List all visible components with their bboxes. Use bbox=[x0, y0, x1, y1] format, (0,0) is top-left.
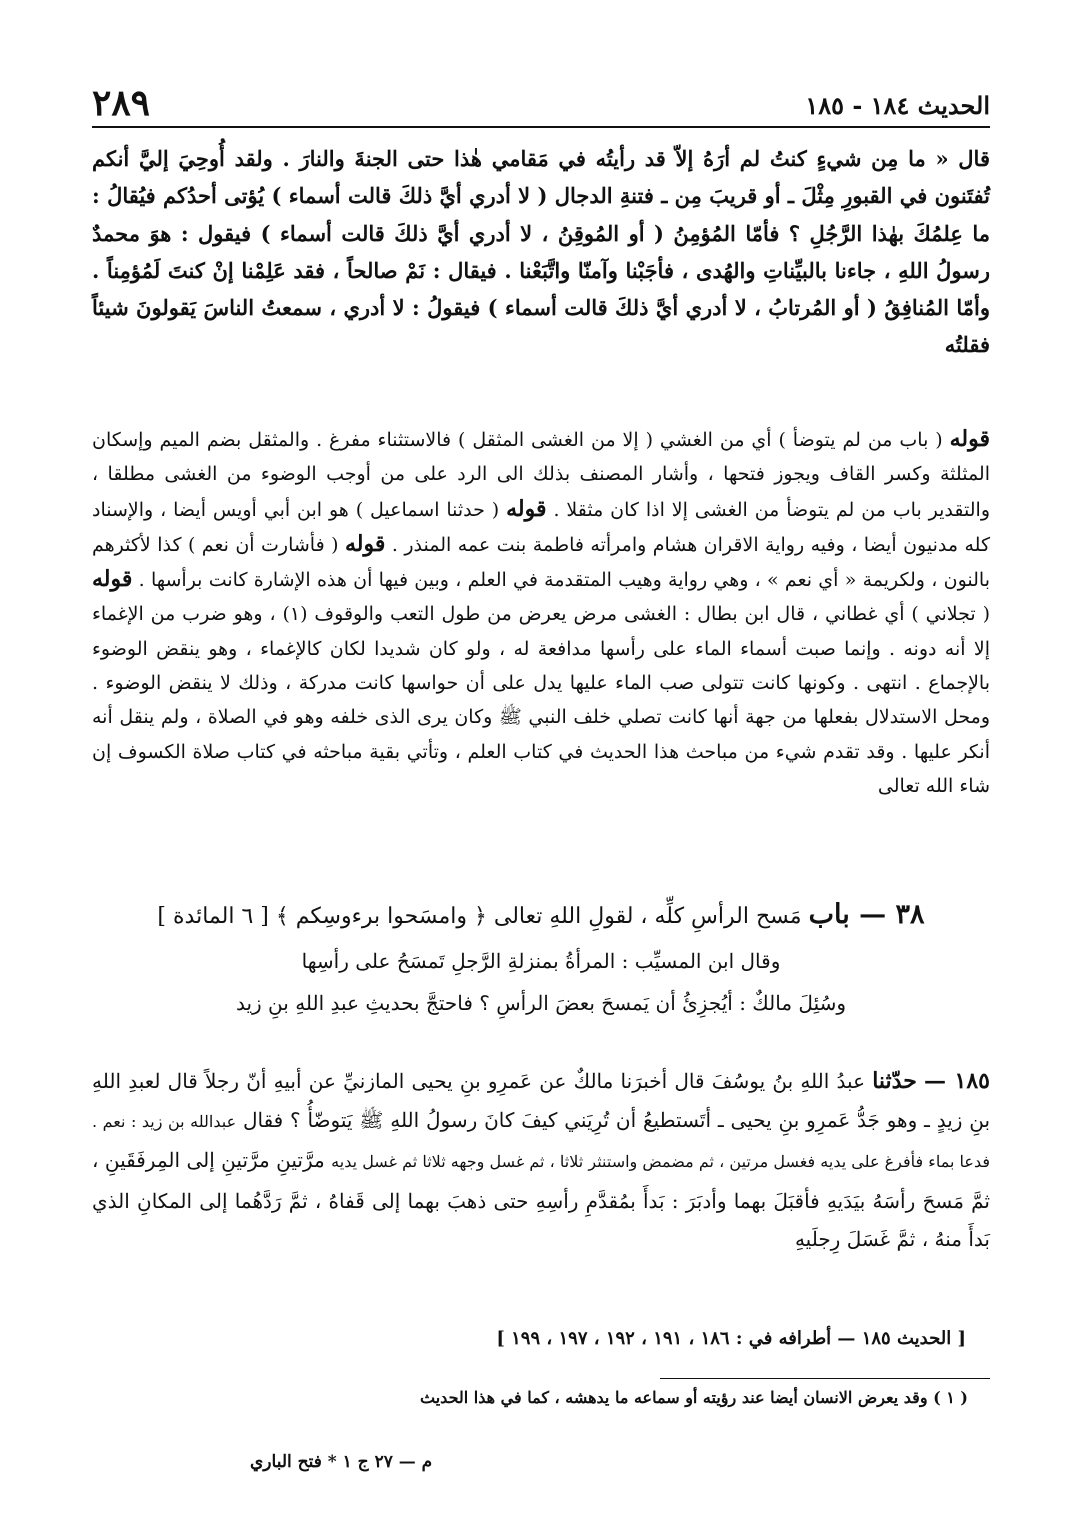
commentary-paragraph: ( باب من لم يتوضأ ) أي من الغشي ( إلا من الغشى المثقل ) فالاستثناء مفرغ . والمثقل بضم الميم وإسكان المثلثة وكسر القاف ويجوز فتحها ، وأشار المصنف بذلك الى الرد على من أوجب الوضوء من الغشى مطلقا ، والتقدير باب من لم يتوضأ من الغشى إلا اذا كان مثقلا . bbox=[92, 429, 990, 521]
page-header bbox=[92, 78, 990, 128]
commentary-paragraph: ( حدثنا اسماعيل ) هو ابن أبي أويس أيضا ، والإسناد كله مدنيون أيضا ، وفيه رواية الاقران هشام وامرأته فاطمة بنت عمه المنذر . bbox=[92, 498, 990, 556]
hadith-cross-references: [ الحديث ١٨٥ — أطرافه في : ١٨٦ ، ١٩١ ، ١٩٢ ، ١٩٧ ، ١٩٩ ] bbox=[496, 1328, 966, 1349]
running-head: الحديث ١٨٤ - ١٨٥ bbox=[805, 91, 990, 120]
qawluh-label: قوله bbox=[506, 495, 547, 522]
commentary-paragraph: ( فأشارت أن نعم ) كذا لأكثرهم بالنون ، ولكريمة « أي نعم » ، وهي رواية وهيب المتقدمة في العلم ، وبين فيها أن هذه الإشارة كانت برأسها . bbox=[92, 533, 990, 592]
commentary bbox=[92, 422, 990, 803]
chapter-note-line: وسُئِلَ مالكٌ : أيُجزِئُ أن يَمسحَ بعضَ الرأسِ ؟ فاحتجَّ بحديثِ عبدِ اللهِ بنِ زيد bbox=[235, 991, 847, 1015]
hadith-185 bbox=[92, 1062, 990, 1259]
chapter-notes bbox=[92, 940, 990, 1024]
hadith-body: عبدُ اللهِ بنُ يوسُفَ قال أخبرَنا مالكٌ عن عَمرِو بنِ يحيى المازنيِّ عن أبيهِ أنّ رجلاً قال لعبدِ اللهِ بنِ زيدٍ ـ وهو جَدُّ عَمرِو بنِ يحيى ـ أتَستطيعُ أن تُرِيَني كيفَ كانَ رسولُ اللهِ ﷺ يَتوضّأُ ؟ فقال bbox=[92, 1069, 991, 1132]
haddathana-word: حدّثنا bbox=[872, 1068, 917, 1094]
footnote: ( ١ ) وقد يعرض الانسان أيضا عند رؤيته أو سماعه ما يدهشه ، كما في هذا الحديث bbox=[420, 1388, 968, 1407]
chapter-number: ٣٨ — باب bbox=[808, 899, 925, 930]
qawluh-label: قوله bbox=[949, 426, 990, 452]
printer-signature: م — ٢٧ ج ١ * فتح الباري bbox=[250, 1452, 433, 1472]
hadith-body: مرَّتينِ مرَّتينِ إلى المِرفَقَينِ ، ثمَّ مَسحَ رأسَهُ بيَدَيهِ فأقبَلَ بهما وأدبَرَ : بَدأَ بمُقدَّمِ رأسِهِ حتى ذهبَ بهما إلى قَفاهُ ، ثمَّ رَدَّهُما إلى المكانِ الذي بَدأَ منهُ ، ثمَّ غَسَلَ رِجلَيهِ bbox=[92, 1148, 990, 1251]
hadith-body-small: عبدالله بن زيد : نعم . فدعا بماء فأفرغ على يديه فغسل مرتين ، ثم مضمض واستنثر ثلاثا ، ثم غسل وجهه ثلاثا ثم غسل يديه bbox=[92, 1111, 991, 1171]
hadith-text: قال « ما مِن شيءٍ كنتُ لم أرَهُ إلاّ قد رأيتُه في مَقامي هٰذا حتى الجنةَ والنارَ . ولقد أُوحِيَ إليَّ أنكم تُفتَنون في القبورِ مِثْلَ ـ أو قريبَ مِن ـ فتنةِ الدجال ( لا أدري أيَّ ذلكَ قالت أسماء ) يُؤتى أحدُكم فيُقالُ : ما عِلمُكَ بهٰذا الرَّجُلِ ؟ فأمّا المُؤمِنُ ( أو المُوقِنُ ، لا أدري أيَّ ذلكَ قالت أسماء ) فيقول : هوَ محمدٌ رسولُ اللهِ ، جاءنا بالبيِّناتِ والهُدى ، فأجَبْنا وآمنّا واتَّبَعْنا . فيقال : نَمْ صالحاً ، فقد عَلِمْنا إنْ كنتَ لَمُؤمِناً . وأمّا المُنافِقُ ( أو المُرتابُ ، لا أدري أيَّ ذلكَ قالت أسماء ) فيقولُ : لا أدري ، سمعتُ الناسَ يَقولونَ شيئاً فقلتُه bbox=[92, 146, 990, 358]
qawluh-label: قوله bbox=[92, 566, 133, 593]
chapter-title: مَسح الرأسِ كلِّه ، لقولِ اللهِ تعالى ﴿ وامسَحوا برءوسِكم ﴾ [ ٦ المائدة ] bbox=[157, 904, 802, 929]
chapter-heading bbox=[92, 893, 990, 939]
footnote-divider bbox=[660, 1378, 990, 1379]
hadith-number: ١٨٥ — bbox=[924, 1068, 990, 1094]
commentary-paragraph: ( تجلاني ) أي غطاني ، قال ابن بطال : الغشى مرض يعرض من طول التعب والوقوف (١) ، وهو ضرب من الإغماء إلا أنه دونه . وإنما صبت أسماء الماء على رأسها مدافعة له ، ولو كان شديدا لكان كالإغماء ، وهو ينقض الوضوء بالإجماع . انتهى . وكونها كانت تتولى صب الماء عليها يدل على أن حواسها كانت مدركة ، وذلك لا ينقض الوضوء . ومحل الاستدلال بفعلها من جهة أنها كانت تصلي خلف النبي ﷺ وكان يرى الذى خلفه وهو في الصلاة ، ولم ينقل أنه أنكر عليها . وقد تقدم شيء من مباحث هذا الحديث في كتاب العلم ، وتأتي بقية مباحثه في كتاب صلاة الكسوف إن شاء الله تعالى bbox=[92, 603, 991, 797]
qawluh-label: قوله bbox=[345, 530, 386, 557]
page-number: ٢٨٩ bbox=[92, 82, 151, 124]
chapter-note-line: وقال ابن المسيِّب : المرأةُ بمنزلةِ الرَّجلِ تَمسَحُ على رأسِها bbox=[301, 949, 781, 973]
